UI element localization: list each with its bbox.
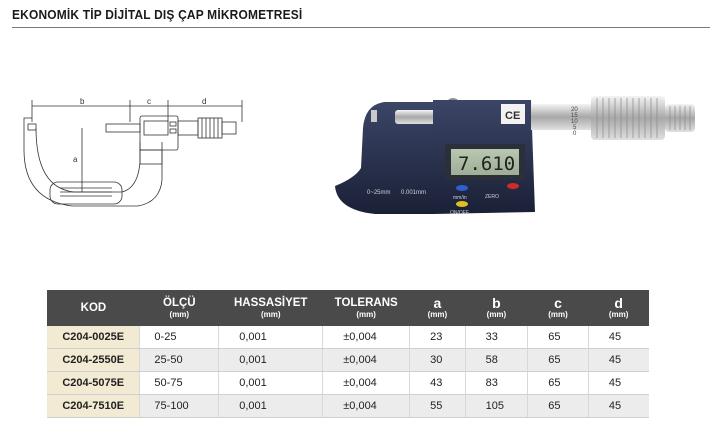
table-header-row: [47, 290, 649, 326]
zero-button[interactable]: [507, 183, 519, 189]
thimble: [591, 96, 665, 140]
header-olcu: ÖLÇÜ (mm): [140, 290, 219, 326]
thimble-mark-0: 0: [573, 131, 577, 137]
cell-c: 65: [528, 372, 589, 395]
cell-range: 0-25: [140, 326, 219, 349]
cell-d: 45: [588, 326, 649, 349]
cell-c: 65: [528, 395, 589, 418]
header-hassasiyet: HASSASİYET (mm): [219, 290, 323, 326]
anvil: [371, 110, 377, 122]
cell-a: 55: [410, 395, 466, 418]
sleeve: [531, 104, 591, 130]
on-off-button[interactable]: [456, 201, 468, 207]
table-row: [47, 326, 649, 349]
cell-b: 58: [465, 349, 528, 372]
cell-code: C204-2550E: [47, 349, 140, 372]
table-row: [47, 372, 649, 395]
range-text: 0~25mm: [367, 190, 391, 196]
label-a: a: [73, 155, 78, 164]
cell-precision: 0,001: [219, 349, 323, 372]
cell-b: 33: [465, 326, 528, 349]
cell-d: 45: [588, 349, 649, 372]
label-b: b: [80, 97, 85, 106]
cell-range: 50-75: [140, 372, 219, 395]
cell-tolerance: ±0,004: [323, 395, 410, 418]
cell-precision: 0,001: [219, 395, 323, 418]
ce-mark: CE: [505, 110, 521, 122]
thimble-mark-10: 10: [571, 119, 578, 125]
table-row: [47, 349, 649, 372]
mm-in-label: mm/in: [453, 195, 467, 201]
title-divider: [12, 27, 710, 28]
on-off-label: ON/OFF: [450, 210, 469, 216]
thimble-mark-15: 15: [571, 113, 578, 119]
cell-a: 30: [410, 349, 466, 372]
label-d: d: [202, 97, 207, 106]
cell-tolerance: ±0,004: [323, 326, 410, 349]
cell-code: C204-5075E: [47, 372, 140, 395]
cell-a: 43: [410, 372, 466, 395]
cell-d: 45: [588, 372, 649, 395]
cell-tolerance: ±0,004: [323, 349, 410, 372]
specification-table: [47, 290, 649, 418]
table-row: [47, 395, 649, 418]
page-title: EKONOMİK TİP DİJİTAL DIŞ ÇAP MİKROMETRESİ: [12, 7, 303, 22]
mm-in-button[interactable]: [456, 185, 468, 191]
cell-tolerance: ±0,004: [323, 372, 410, 395]
header-b: b (mm): [465, 290, 528, 326]
lcd-reading: 7.610: [458, 153, 516, 175]
header-c: c (mm): [528, 290, 589, 326]
cell-precision: 0,001: [219, 372, 323, 395]
micrometer-technical-drawing: [10, 88, 250, 218]
cell-b: 105: [465, 395, 528, 418]
cell-a: 23: [410, 326, 466, 349]
header-tolerans: TOLERANS (mm): [323, 290, 410, 326]
cell-range: 25-50: [140, 349, 219, 372]
zero-label: ZERO: [485, 194, 499, 200]
cell-d: 45: [588, 395, 649, 418]
cell-code: C204-0025E: [47, 326, 140, 349]
cell-b: 83: [465, 372, 528, 395]
header-d: d (mm): [588, 290, 649, 326]
cell-c: 65: [528, 326, 589, 349]
cell-c: 65: [528, 349, 589, 372]
resolution-text: 0.001mm: [401, 190, 427, 196]
label-c: c: [147, 97, 151, 106]
micrometer-product-photo: [325, 88, 710, 228]
header-a: a (mm): [410, 290, 466, 326]
cell-range: 75-100: [140, 395, 219, 418]
cell-code: C204-7510E: [47, 395, 140, 418]
cell-precision: 0,001: [219, 326, 323, 349]
header-kod: KOD: [47, 290, 140, 326]
thimble-mark-5: 5: [573, 125, 577, 131]
thimble-mark-20: 20: [571, 107, 578, 113]
